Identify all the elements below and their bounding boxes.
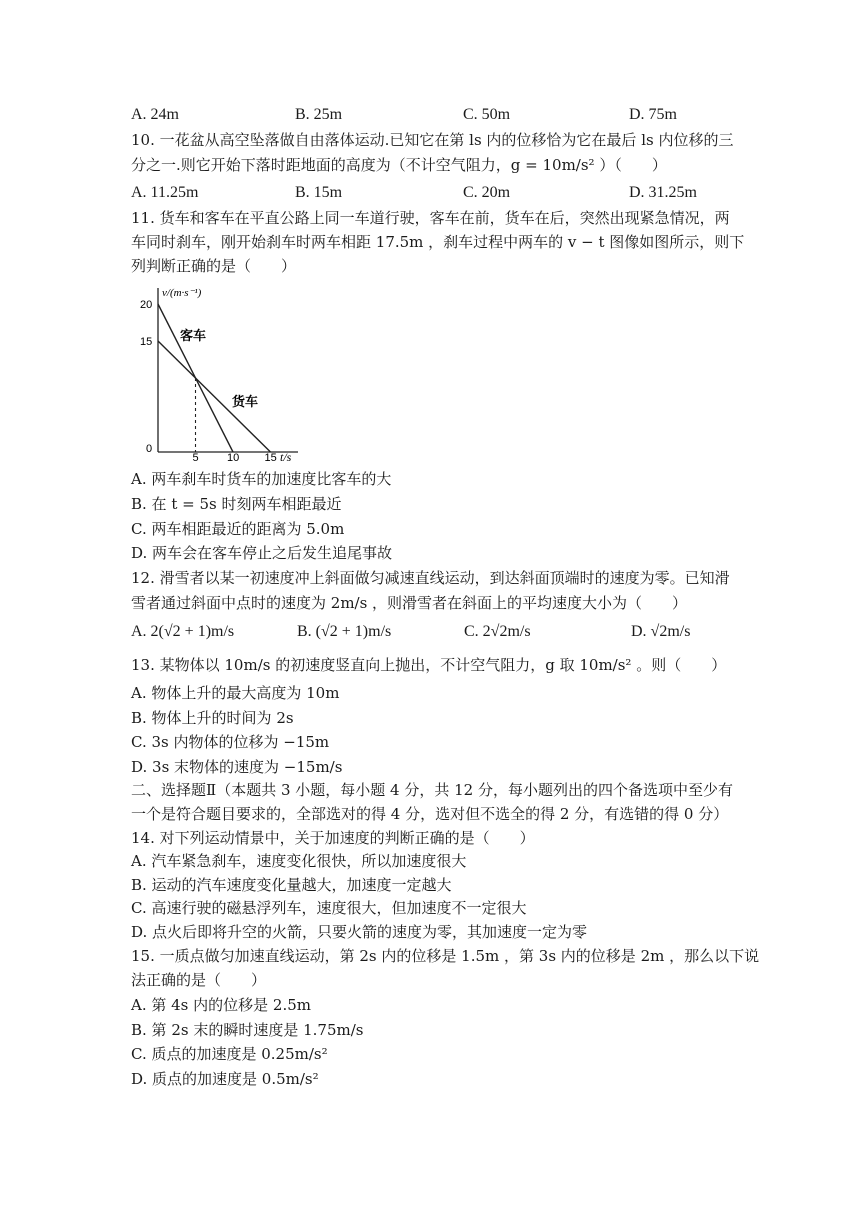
q13-option-c: C. 3s 内物体的位移为 −15m (131, 733, 330, 751)
q14-option-c: C. 高速行驶的磁悬浮列车，速度很大，但加速度不一定很大 (131, 899, 527, 917)
y-tick-label-20: 20 (140, 299, 153, 311)
q9-option-a: A. 24m (131, 106, 179, 123)
x-axis-label: t/s (280, 450, 292, 464)
q10-option-c: C. 20m (463, 184, 511, 201)
q12-option-a: A. 2(√2 + 1)m/s (131, 623, 235, 640)
q12-option-d: D. √2m/s (631, 623, 691, 640)
q13-option-d: D. 3s 末物体的速度为 −15m/s (131, 758, 343, 776)
q15-option-c: C. 质点的加速度是 0.25m/s² (131, 1045, 328, 1063)
q12-text-line1: 12. 滑雪者以某一初速度冲上斜面做匀减速直线运动，到达斜面顶端时的速度为零。已知滑 (131, 569, 730, 587)
q11-option-c: C. 两车相距最近的距离为 5.0m (131, 520, 345, 538)
q11-option-a: A. 两车刹车时货车的加速度比客车的大 (131, 470, 392, 488)
q9-option-d: D. 75m (629, 106, 677, 123)
q9-options (131, 105, 731, 125)
vt-graph (140, 284, 310, 464)
q15-option-b: B. 第 2s 末的瞬时速度是 1.75m/s (131, 1021, 364, 1039)
q15-option-a: A. 第 4s 内的位移是 2.5m (131, 996, 311, 1014)
q14-option-b: B. 运动的汽车速度变化量越大，加速度一定越大 (131, 876, 452, 894)
q15-text-line1: 15. 一质点做匀加速直线运动，第 2s 内的位移是 1.5m ，第 3s 内的位移是 2m ，那么以下说 (131, 947, 760, 965)
q13-text-line1: 13. 某物体以 10m/s 的初速度竖直向上抛出，不计空气阻力，g 取 10m/s² 。则（ ） (131, 656, 727, 674)
q10-options (131, 183, 731, 203)
section2-header-line2: 一个是符合题目要求的，全部选对的得 4 分，选对但不选全的得 2 分，有选错的得 0 分） (131, 805, 729, 823)
q11-option-b: B. 在 t = 5s 时刻两车相距最近 (131, 495, 342, 513)
q15-text-line2: 法正确的是（ ） (131, 971, 267, 989)
y-axis-label: v/(m·s⁻¹) (162, 287, 202, 299)
q10-text-line1: 10. 一花盆从高空坠落做自由落体运动.已知它在第 ls 内的位移恰为它在最后 ls 内位移的三 (131, 131, 734, 149)
q10-option-b: B. 15m (295, 184, 343, 201)
q11-text-line1: 11. 货车和客车在平直公路上同一车道行驶，客车在前，货车在后，突然出现紧急情况，两 (131, 209, 730, 227)
x-tick-label-15: 15 (264, 452, 277, 464)
q10-text-line2: 分之一.则它开始下落时距地面的高度为（不计空气阻力，g = 10m/s² ）（ ） (131, 156, 667, 174)
q11-text-line3: 列判断正确的是（ ） (131, 257, 297, 275)
section2-header-line1: 二、选择题Ⅱ（本题共 3 小题，每小题 4 分，共 12 分，每小题列出的四个备选项中至少有 (131, 781, 733, 799)
q10-option-d: D. 31.25m (629, 184, 697, 201)
q13-option-b: B. 物体上升的时间为 2s (131, 709, 294, 727)
q10-option-a: A. 11.25m (131, 184, 199, 201)
q12-options (131, 622, 731, 642)
q9-option-b: B. 25m (295, 106, 343, 123)
y-tick-label-15: 15 (140, 336, 153, 348)
x-tick-label-5: 5 (192, 452, 199, 464)
q11-option-d: D. 两车会在客车停止之后发生追尾事故 (131, 544, 393, 562)
q12-option-b: B. (√2 + 1)m/s (297, 623, 392, 640)
series-label-keche: 客车 (180, 329, 207, 344)
origin-label: 0 (146, 443, 153, 455)
q12-text-line2: 雪者通过斜面中点时的速度为 2m/s ，则滑雪者在斜面上的平均速度大小为（ ） (131, 594, 688, 612)
series-label-huoche: 货车 (232, 395, 259, 410)
graph-axes (158, 288, 298, 452)
q14-option-a: A. 汽车紧急刹车，速度变化很快，所以加速度很大 (131, 852, 467, 870)
x-tick-label-10: 10 (227, 452, 240, 464)
q13-option-a: A. 物体上升的最大高度为 10m (131, 684, 340, 702)
q11-text-line2: 车同时刹车，刚开始刹车时两车相距 17.5m ，刹车过程中两车的 v − t 图像如图所示，则下 (131, 233, 745, 251)
q12-option-c: C. 2√2m/s (464, 623, 531, 640)
q15-option-d: D. 质点的加速度是 0.5m/s² (131, 1070, 319, 1088)
q14-option-d: D. 点火后即将升空的火箭，只要火箭的速度为零，其加速度一定为零 (131, 923, 588, 941)
q14-text-line1: 14. 对下列运动情景中，关于加速度的判断正确的是（ ） (131, 829, 535, 847)
q9-option-c: C. 50m (463, 106, 511, 123)
